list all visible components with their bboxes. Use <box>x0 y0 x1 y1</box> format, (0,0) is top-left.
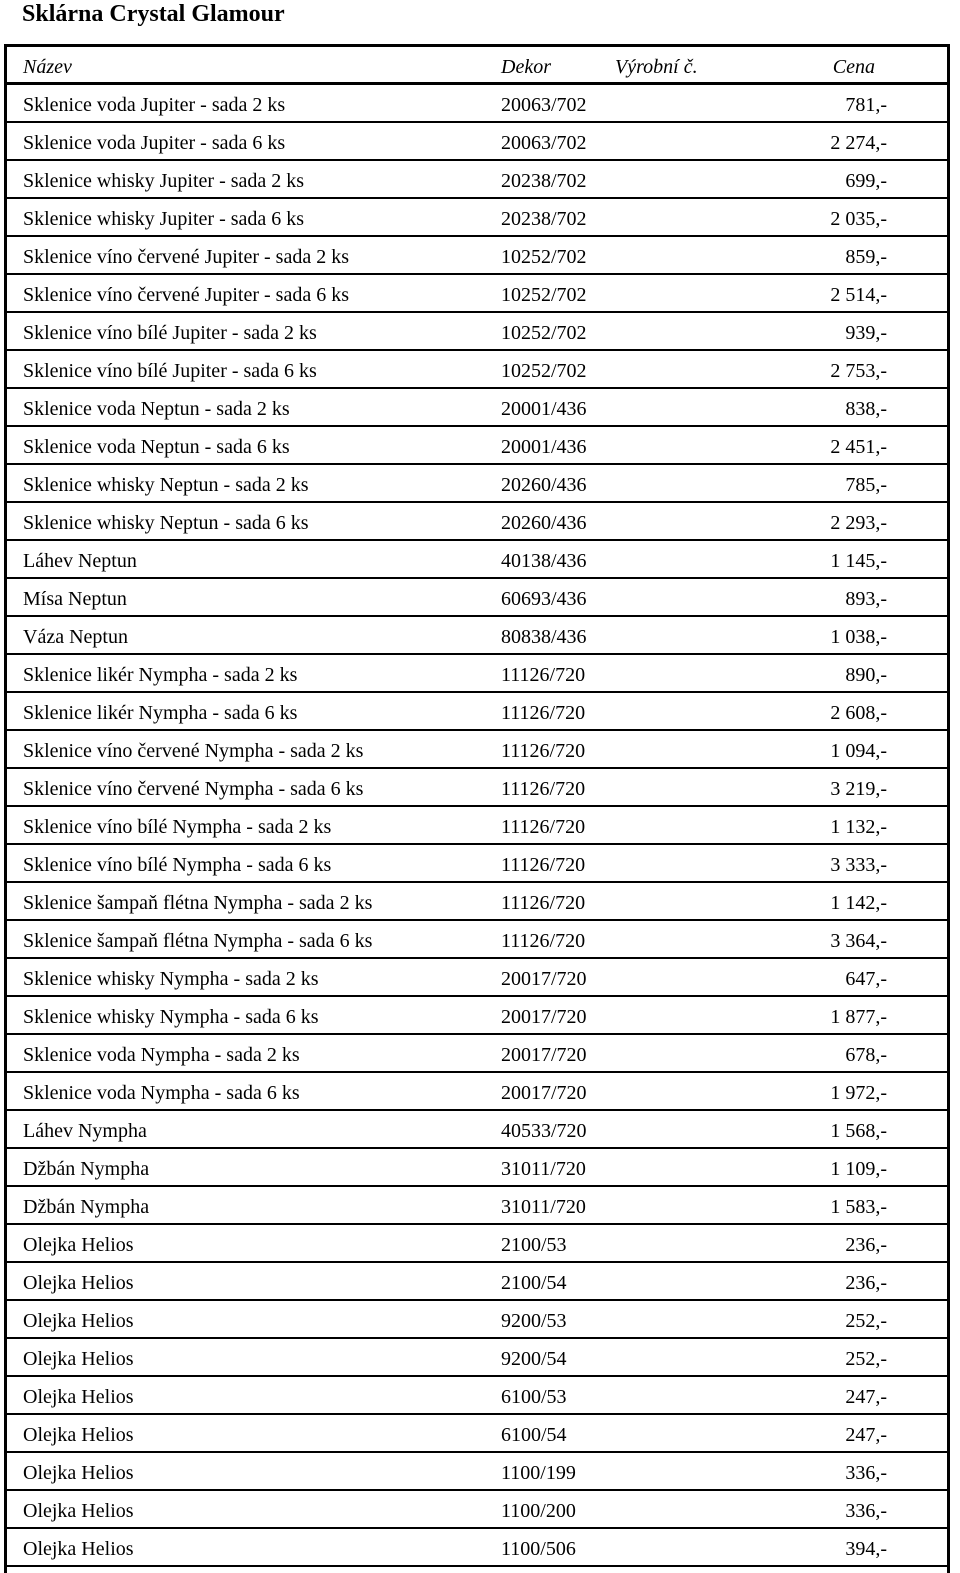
product-price: 336,- <box>845 1462 887 1484</box>
product-dekor: 11126/720 <box>501 854 586 876</box>
product-name: Váza Neptun <box>23 626 128 648</box>
product-name: Sklenice voda Neptun - sada 2 ks <box>23 398 290 420</box>
product-dekor: 1100/200 <box>501 1500 576 1522</box>
product-dekor: 6100/53 <box>501 1386 567 1408</box>
table-row <box>7 427 947 465</box>
product-dekor: 20260/436 <box>501 512 587 534</box>
product-dekor: 20017/720 <box>501 1044 587 1066</box>
table-row <box>7 503 947 541</box>
product-dekor: 20001/436 <box>501 436 587 458</box>
product-price: 3 333,- <box>830 854 887 876</box>
table-row <box>7 1301 947 1339</box>
table-row <box>7 85 947 123</box>
product-price: 781,- <box>845 94 887 116</box>
product-price: 1 038,- <box>830 626 887 648</box>
product-dekor: 10252/702 <box>501 284 587 306</box>
product-dekor: 20001/436 <box>501 398 587 420</box>
product-name: Láhev Nympha <box>23 1120 147 1142</box>
product-dekor: 80838/436 <box>501 626 587 648</box>
product-price: 1 972,- <box>830 1082 887 1104</box>
product-price: 2 514,- <box>830 284 887 306</box>
product-name: Sklenice whisky Jupiter - sada 6 ks <box>23 208 305 230</box>
product-name: Sklenice voda Jupiter - sada 6 ks <box>23 132 286 154</box>
table-row <box>7 579 947 617</box>
product-price: 1 877,- <box>830 1006 887 1028</box>
product-dekor: 40138/436 <box>501 550 587 572</box>
product-name: Sklenice víno červené Jupiter - sada 6 ks <box>23 284 350 306</box>
product-dekor: 1100/506 <box>501 1538 576 1560</box>
product-price: 939,- <box>845 322 887 344</box>
product-price: 1 145,- <box>830 550 887 572</box>
table-row <box>7 351 947 389</box>
product-dekor: 10252/702 <box>501 322 587 344</box>
product-dekor: 11126/720 <box>501 816 586 838</box>
product-price: 785,- <box>845 474 887 496</box>
product-price: 2 451,- <box>830 436 887 458</box>
product-price: 647,- <box>845 968 887 990</box>
table-row <box>7 1149 947 1187</box>
product-name: Sklenice whisky Nympha - sada 6 ks <box>23 1006 319 1028</box>
product-dekor: 6100/54 <box>501 1424 567 1446</box>
table-row <box>7 1035 947 1073</box>
product-name: Sklenice whisky Neptun - sada 6 ks <box>23 512 309 534</box>
table-row <box>7 959 947 997</box>
product-name: Olejka Helios <box>23 1272 134 1294</box>
product-dekor: 20017/720 <box>501 1006 587 1028</box>
product-name: Olejka Helios <box>23 1310 134 1332</box>
product-dekor: 2100/54 <box>501 1272 567 1294</box>
product-price: 1 109,- <box>830 1158 887 1180</box>
product-name: Džbán Nympha <box>23 1196 150 1218</box>
table-row <box>7 655 947 693</box>
product-price: 678,- <box>845 1044 887 1066</box>
product-price: 890,- <box>845 664 887 686</box>
product-dekor: 20063/702 <box>501 94 587 116</box>
table-row <box>7 1415 947 1453</box>
product-dekor: 11126/720 <box>501 930 586 952</box>
table-row <box>7 769 947 807</box>
product-dekor: 20017/720 <box>501 968 587 990</box>
product-dekor: 11126/720 <box>501 892 586 914</box>
product-price: 394,- <box>845 1538 887 1560</box>
product-dekor: 11126/720 <box>501 702 586 724</box>
header-vyrobni: Výrobní č. <box>615 56 698 78</box>
table-row <box>7 1377 947 1415</box>
product-name: Sklenice voda Nympha - sada 2 ks <box>23 1044 300 1066</box>
product-name: Sklenice víno červené Jupiter - sada 2 ks <box>23 246 350 268</box>
product-dekor: 40533/720 <box>501 1120 587 1142</box>
product-dekor: 20017/720 <box>501 1082 587 1104</box>
product-price: 1 132,- <box>830 816 887 838</box>
product-price: 1 568,- <box>830 1120 887 1142</box>
table-row <box>7 997 947 1035</box>
product-name: Sklenice voda Neptun - sada 6 ks <box>23 436 290 458</box>
product-price: 247,- <box>845 1386 887 1408</box>
table-row <box>7 1263 947 1301</box>
table-row <box>7 731 947 769</box>
table-row <box>7 1491 947 1529</box>
product-name: Sklenice likér Nympha - sada 6 ks <box>23 702 298 724</box>
table-row <box>7 465 947 503</box>
product-price: 699,- <box>845 170 887 192</box>
table-row <box>7 199 947 237</box>
product-dekor: 11126/720 <box>501 740 586 762</box>
product-dekor: 10252/702 <box>501 246 587 268</box>
product-price: 838,- <box>845 398 887 420</box>
table-row <box>7 161 947 199</box>
product-price: 2 035,- <box>830 208 887 230</box>
table-row <box>7 541 947 579</box>
product-name: Olejka Helios <box>23 1538 134 1560</box>
product-name: Sklenice voda Nympha - sada 6 ks <box>23 1082 300 1104</box>
price-table <box>4 44 950 1573</box>
product-dekor: 20238/702 <box>501 208 587 230</box>
table-row <box>7 237 947 275</box>
product-name: Sklenice víno bílé Nympha - sada 2 ks <box>23 816 332 838</box>
product-dekor: 31011/720 <box>501 1158 586 1180</box>
table-row <box>7 617 947 655</box>
product-name: Sklenice whisky Neptun - sada 2 ks <box>23 474 309 496</box>
table-row <box>7 883 947 921</box>
product-dekor: 1100/199 <box>501 1462 576 1484</box>
product-dekor: 31011/720 <box>501 1196 586 1218</box>
table-row <box>7 389 947 427</box>
product-name: Olejka Helios <box>23 1424 134 1446</box>
table-row <box>7 807 947 845</box>
product-name: Sklenice šampaň flétna Nympha - sada 2 ks <box>23 892 373 914</box>
product-dekor: 9200/53 <box>501 1310 567 1332</box>
product-name: Sklenice whisky Jupiter - sada 2 ks <box>23 170 305 192</box>
product-name: Sklenice likér Nympha - sada 2 ks <box>23 664 298 686</box>
product-name: Olejka Helios <box>23 1234 134 1256</box>
product-price: 2 274,- <box>830 132 887 154</box>
product-price: 1 583,- <box>830 1196 887 1218</box>
header-price: Cena <box>832 56 875 78</box>
product-dekor: 11126/720 <box>501 778 586 800</box>
product-name: Olejka Helios <box>23 1348 134 1370</box>
product-name: Sklenice whisky Nympha - sada 2 ks <box>23 968 319 990</box>
header-dekor: Dekor <box>501 56 551 78</box>
product-price: 2 608,- <box>830 702 887 724</box>
product-dekor: 60693/436 <box>501 588 587 610</box>
product-price: 3 364,- <box>830 930 887 952</box>
product-name: Sklenice šampaň flétna Nympha - sada 6 ks <box>23 930 373 952</box>
product-dekor: 10252/702 <box>501 360 587 382</box>
header-name: Název <box>23 56 72 78</box>
product-price: 236,- <box>845 1234 887 1256</box>
product-name: Olejka Helios <box>23 1462 134 1484</box>
product-price: 1 094,- <box>830 740 887 762</box>
table-row <box>7 123 947 161</box>
product-dekor: 11126/720 <box>501 664 586 686</box>
table-row <box>7 275 947 313</box>
product-price: 252,- <box>845 1348 887 1370</box>
product-dekor: 2100/53 <box>501 1234 567 1256</box>
product-name: Džbán Nympha <box>23 1158 150 1180</box>
product-name: Sklenice víno červené Nympha - sada 2 ks <box>23 740 364 762</box>
product-price: 2 293,- <box>830 512 887 534</box>
table-row <box>7 1111 947 1149</box>
product-price: 2 753,- <box>830 360 887 382</box>
table-row <box>7 845 947 883</box>
product-price: 247,- <box>845 1424 887 1446</box>
table-row <box>7 693 947 731</box>
table-row <box>7 1225 947 1263</box>
product-name: Olejka Helios <box>23 1386 134 1408</box>
product-price: 859,- <box>845 246 887 268</box>
product-name: Sklenice víno bílé Jupiter - sada 6 ks <box>23 360 317 382</box>
product-name: Sklenice víno bílé Nympha - sada 6 ks <box>23 854 332 876</box>
product-price: 252,- <box>845 1310 887 1332</box>
product-name: Sklenice víno červené Nympha - sada 6 ks <box>23 778 364 800</box>
table-row <box>7 1339 947 1377</box>
product-price: 3 219,- <box>830 778 887 800</box>
product-price: 336,- <box>845 1500 887 1522</box>
table-row <box>7 1187 947 1225</box>
table-header-row <box>7 47 947 85</box>
table-row <box>7 313 947 351</box>
product-price: 1 142,- <box>830 892 887 914</box>
product-name: Láhev Neptun <box>23 550 137 572</box>
product-dekor: 20238/702 <box>501 170 587 192</box>
product-name: Sklenice voda Jupiter - sada 2 ks <box>23 94 286 116</box>
table-row <box>7 1529 947 1567</box>
product-price: 893,- <box>845 588 887 610</box>
table-row <box>7 921 947 959</box>
table-row <box>7 1453 947 1491</box>
product-price: 236,- <box>845 1272 887 1294</box>
product-dekor: 20260/436 <box>501 474 587 496</box>
product-dekor: 9200/54 <box>501 1348 567 1370</box>
table-row <box>7 1073 947 1111</box>
product-dekor: 20063/702 <box>501 132 587 154</box>
product-name: Olejka Helios <box>23 1500 134 1522</box>
page-title: Sklárna Crystal Glamour <box>22 1 285 27</box>
product-name: Sklenice víno bílé Jupiter - sada 2 ks <box>23 322 317 344</box>
product-name: Mísa Neptun <box>23 588 127 610</box>
